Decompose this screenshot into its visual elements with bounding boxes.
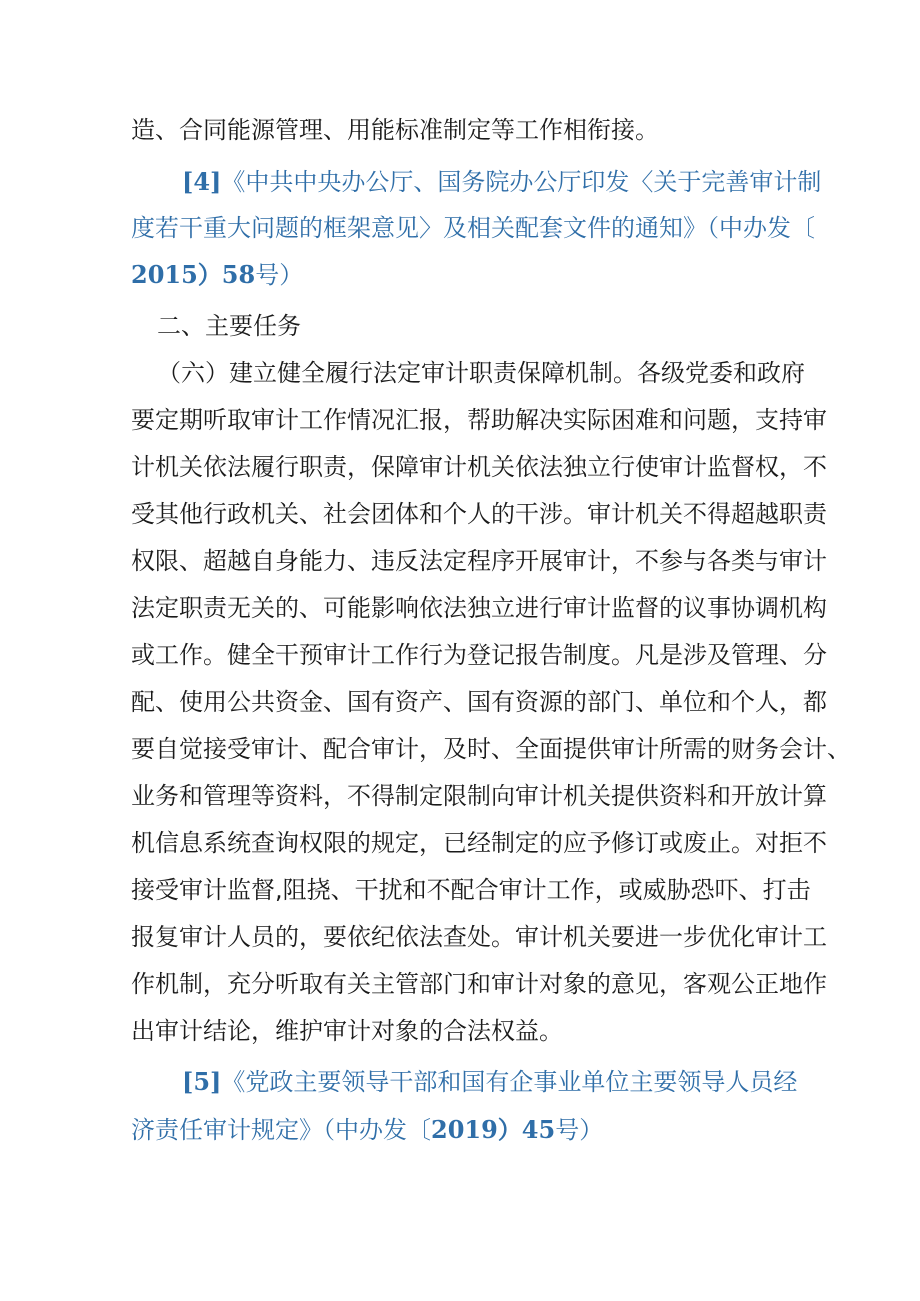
body-text-line: （六）建立健全履行法定审计职责保障机制。各级党委和政府 [157,359,805,387]
reference-line: [5]《党政主要领导干部和国有企事业单位主要领导人员经 [182,1067,798,1096]
body-text-line: 机信息系统查询权限的规定，已经制定的应予修订或废止。对拒不 [131,829,827,857]
body-text-line: 要定期听取审计工作情况汇报，帮助解决实际困难和问题，支持审 [131,406,827,434]
reference-number: [4] [182,167,222,196]
body-text-line: 或工作。健全干预审计工作行为登记报告制度。凡是涉及管理、分 [131,641,827,669]
body-text-line: 造、合同能源管理、用能标准制定等工作相衔接。 [131,116,659,144]
body-text-line: 出审计结论，维护审计对象的合法权益。 [131,1017,563,1045]
body-text-line: 权限、超越自身能力、违反法定程序开展审计，不参与各类与审计 [131,547,827,575]
reference-line: 济责任审计规定》（中办发〔2019）45号） [131,1115,604,1144]
body-text-line: 作机制，充分听取有关主管部门和审计对象的意见，客观公正地作 [131,970,827,998]
reference-line: 2015）58号） [131,260,304,289]
body-text-line: 要自觉接受审计、配合审计，及时、全面提供审计所需的财务会计、 [131,735,851,763]
body-text-line: 计机关依法履行职责，保障审计机关依法独立行使审计监督权，不 [131,453,827,481]
reference-number: [5] [182,1067,222,1096]
body-text-line: 报复审计人员的，要依纪依法查处。审计机关要进一步优化审计工 [131,923,827,951]
body-text-line: 法定职责无关的、可能影响依法独立进行审计监督的议事协调机构 [131,594,827,622]
reference-line: [4]《中共中央办公厅、国务院办公厅印发〈关于完善审计制 [182,167,822,196]
reference-line: 度若干重大问题的框架意见〉及相关配套文件的通知》（中办发〔 [131,214,815,242]
reference-year: 2015）58 [131,260,256,289]
body-text-line: 受其他行政机关、社会团体和个人的干涉。审计机关不得超越职责 [131,500,827,528]
reference-year: 2019）45 [431,1115,556,1144]
body-text-line: 接受审计监督,阻挠、干扰和不配合审计工作，或威胁恐吓、打击 [131,876,811,904]
body-text-line: 配、使用公共资金、国有资产、国有资源的部门、单位和个人，都 [131,688,827,716]
section-heading: 二、主要任务 [157,312,301,340]
body-text-line: 业务和管理等资料，不得制定限制向审计机关提供资料和开放计算 [131,782,827,810]
